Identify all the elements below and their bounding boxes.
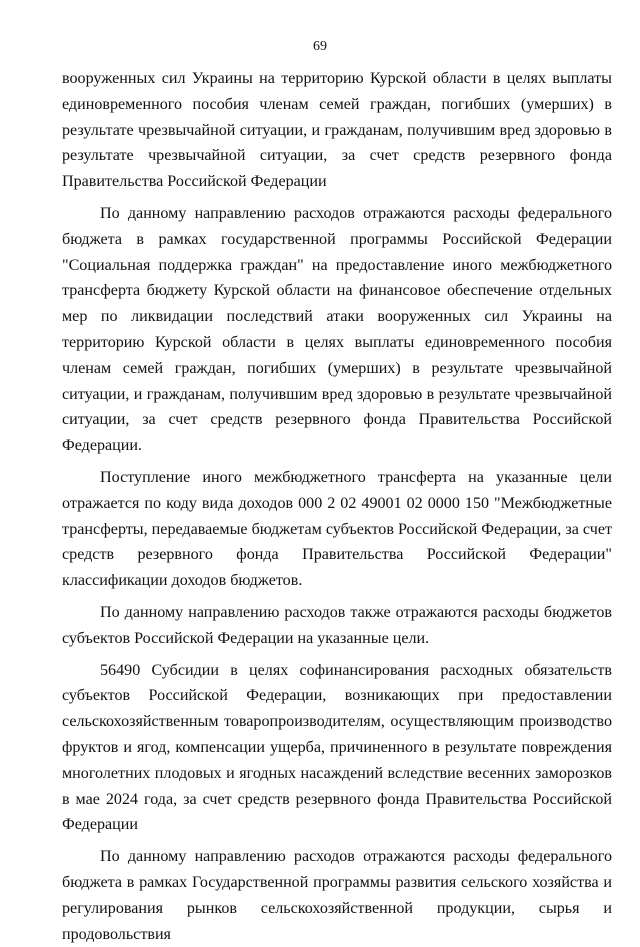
paragraph-expenses-social-support: По данному направлению расходов отражаются расходы федерального бюджета в рамках государственной программы Российской Федерации "Социальная поддержка граждан" на предоставление иного межбюджетного трансферта бюджету Курской области на финансовое обеспечение отдельных мер по ликвидации последствий атаки вооруженных сил Украины на территорию Курской области в целях выплаты единовременного пособия членам семей граждан, погибших (умерших) в результате чрезвычайной ситуации, и гражданам, получившим вред здоровью в результате чрезвычайной ситуации, за счет средств резервного фонда Правительства Российской Федерации. — [62, 204, 612, 455]
paragraph-regional-expenses: По данному направлению расходов также отражаются расходы бюджетов субъектов Российской Федерации на указанные цели. — [62, 603, 612, 647]
page-number: 69 — [313, 39, 327, 54]
paragraph-continuation: вооруженных сил Украины на территорию Курской области в целях выплаты единовременного пособия членам семей граждан, погибших (умерших) в результате чрезвычайной ситуации, и гражданам, получившим вред здоровью в результате чрезвычайной ситуации, за счет средств резервного фонда Правительства Российской Федерации — [62, 70, 612, 191]
paragraph-income-transfer-code: Поступление иного межбюджетного трансферта на указанные цели отражается по коду вида доходов 000 2 02 49001 02 0000 150 "Межбюджетные трансферты, передаваемые бюджетам субъектов Российской Федерации, за счет средств резервного фонда Правительства Российской Федерации" классификации доходов бюджетов. — [62, 468, 612, 590]
document-body — [62, 66, 612, 947]
paragraph-subsidy-56490: 56490 Субсидии в целях софинансирования расходных обязательств субъектов Российской Федерации, возникающих при предоставлении сельскохозяйственным товаропроизводителям, осуществляющим производство фруктов и ягод, компенсации ущерба, причиненного в результате повреждения многолетних плодовых и ягодных насаждений вследствие весенних заморозков в мае 2024 года, за счет средств резервного фонда Правительства Российской Федерации — [62, 661, 612, 834]
paragraph-expenses-agriculture: По данному направлению расходов отражаются расходы федерального бюджета в рамках Государственной программы развития сельского хозяйства и регулирования рынков сельскохозяйственной продукции, сырья и продовольствия — [62, 848, 612, 943]
